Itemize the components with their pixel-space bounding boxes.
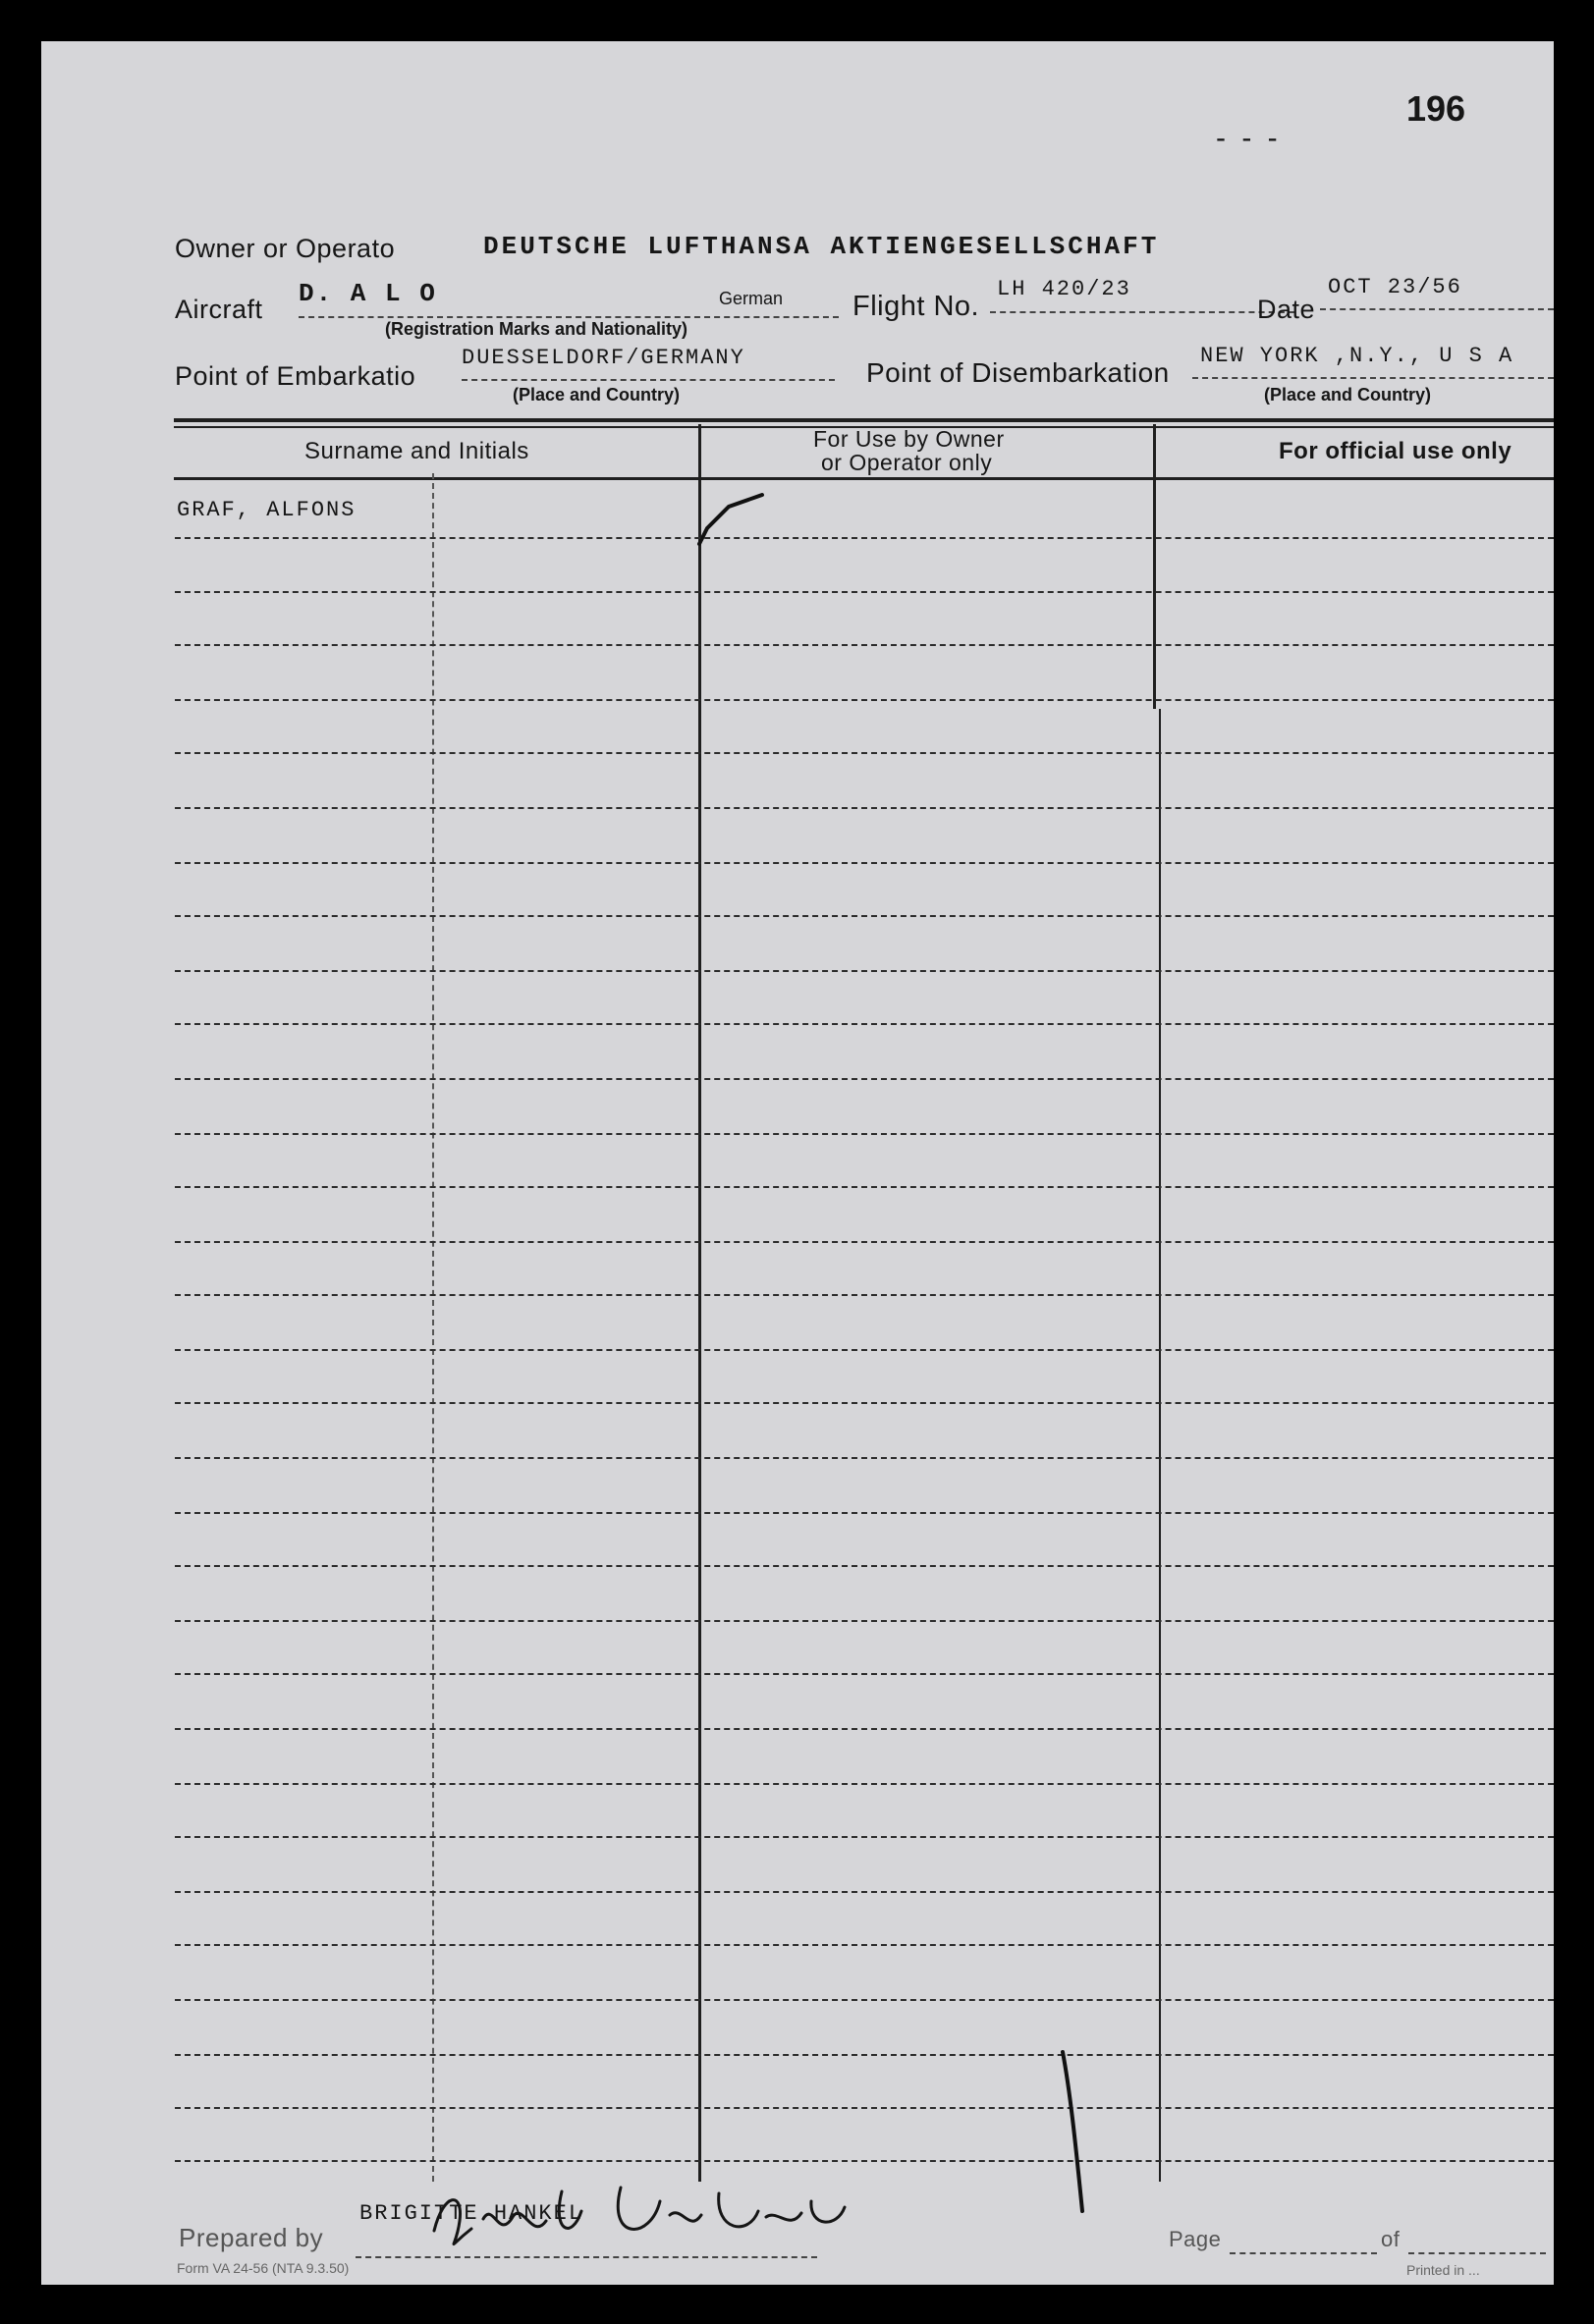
table-row-rule bbox=[175, 752, 1554, 754]
table-row-rule bbox=[175, 970, 1554, 972]
manifest-page bbox=[41, 41, 1554, 2285]
disembarkation-label: Point of Disembarkation bbox=[866, 357, 1170, 388]
page-label: Page bbox=[1169, 2227, 1222, 2251]
table-top-rule bbox=[174, 418, 1554, 422]
column-divider-2-lower bbox=[1159, 709, 1161, 2182]
table-row-rule bbox=[175, 1728, 1554, 1730]
table-row-rule bbox=[175, 644, 1554, 646]
column-header-owner-line2: or Operator only bbox=[821, 450, 993, 475]
page-number: 196 bbox=[1406, 88, 1466, 129]
column-divider-1 bbox=[698, 424, 701, 2182]
table-header-rule bbox=[174, 477, 1554, 480]
table-row-rule bbox=[175, 537, 1554, 539]
table-row-rule bbox=[175, 2054, 1554, 2056]
flight-label: Flight No. bbox=[852, 291, 980, 322]
column-divider-0 bbox=[432, 473, 434, 2182]
table-row-rule bbox=[175, 1891, 1554, 1893]
flight-underline bbox=[990, 311, 1294, 313]
disembarkation-underline bbox=[1192, 377, 1554, 379]
prepared-by-label: Prepared by bbox=[179, 2223, 324, 2252]
of-underline bbox=[1408, 2252, 1546, 2254]
column-header-owner-line1: For Use by Owner bbox=[813, 426, 1005, 452]
table-row-rule bbox=[175, 699, 1554, 701]
prepared-by-underline bbox=[356, 2256, 817, 2258]
table-row-rule bbox=[175, 1673, 1554, 1675]
signature-icon bbox=[424, 2172, 935, 2260]
table-row-rule bbox=[175, 1349, 1554, 1351]
table-row-rule bbox=[175, 2107, 1554, 2109]
table-row-rule bbox=[175, 1023, 1554, 1025]
table-row-rule bbox=[175, 1078, 1554, 1080]
column-divider-2-upper bbox=[1153, 424, 1156, 709]
table-row-rule bbox=[175, 1836, 1554, 1838]
date-label: Date bbox=[1257, 295, 1316, 324]
aircraft-value: D. A L O bbox=[299, 279, 437, 308]
of-label: of bbox=[1381, 2227, 1401, 2251]
aircraft-label: Aircraft bbox=[175, 295, 263, 324]
embarkation-caption: (Place and Country) bbox=[513, 385, 681, 405]
table-row-rule bbox=[175, 591, 1554, 593]
table-row-rule bbox=[175, 807, 1554, 809]
table-row-rule bbox=[175, 915, 1554, 917]
table-row-rule bbox=[175, 1783, 1554, 1785]
table-row-rule bbox=[175, 1512, 1554, 1514]
printed-in: Printed in ... bbox=[1406, 2262, 1480, 2278]
owner-label: Owner or Operato bbox=[175, 234, 396, 263]
flight-value: LH 420/23 bbox=[997, 277, 1131, 301]
owner-value: DEUTSCHE LUFTHANSA AKTIENGESELLSCHAFT bbox=[483, 232, 1160, 261]
table-row-rule bbox=[175, 1294, 1554, 1296]
form-number: Form VA 24-56 (NTA 9.3.50) bbox=[177, 2260, 350, 2276]
table-row-rule bbox=[175, 1186, 1554, 1188]
table-row-rule bbox=[175, 1241, 1554, 1243]
table-row-rule bbox=[175, 1999, 1554, 2001]
table-row-rule bbox=[175, 862, 1554, 864]
disembarkation-caption: (Place and Country) bbox=[1264, 385, 1432, 405]
handwritten-stroke-icon bbox=[1043, 2044, 1102, 2221]
table-row-rule bbox=[175, 1402, 1554, 1404]
date-underline bbox=[1320, 308, 1554, 310]
check-mark-icon bbox=[689, 473, 768, 552]
aircraft-nationality: German bbox=[719, 289, 784, 308]
table-row-rule bbox=[175, 1133, 1554, 1135]
table-row-rule bbox=[175, 2160, 1554, 2162]
page-underline bbox=[1230, 2252, 1377, 2254]
table-row-rule bbox=[175, 1620, 1554, 1622]
table-row-name: GRAF, ALFONS bbox=[177, 498, 357, 522]
embarkation-underline bbox=[462, 379, 835, 381]
embarkation-value: DUESSELDORF/GERMANY bbox=[462, 346, 745, 370]
column-header-surname: Surname and Initials bbox=[304, 438, 529, 464]
table-row-rule bbox=[175, 1457, 1554, 1459]
embarkation-label: Point of Embarkatio bbox=[175, 361, 416, 391]
table-row-rule bbox=[175, 1944, 1554, 1946]
prepared-by-value: BRIGITTE HANKEL bbox=[359, 2201, 584, 2226]
registration-caption: (Registration Marks and Nationality) bbox=[385, 319, 688, 339]
disembarkation-value: NEW YORK ,N.Y., U S A bbox=[1200, 344, 1514, 368]
page-number-dashes: - - - bbox=[1216, 122, 1282, 154]
aircraft-underline bbox=[299, 316, 839, 318]
table-row-rule bbox=[175, 1565, 1554, 1567]
column-header-official: For official use only bbox=[1279, 438, 1512, 464]
date-value: OCT 23/56 bbox=[1328, 275, 1462, 299]
